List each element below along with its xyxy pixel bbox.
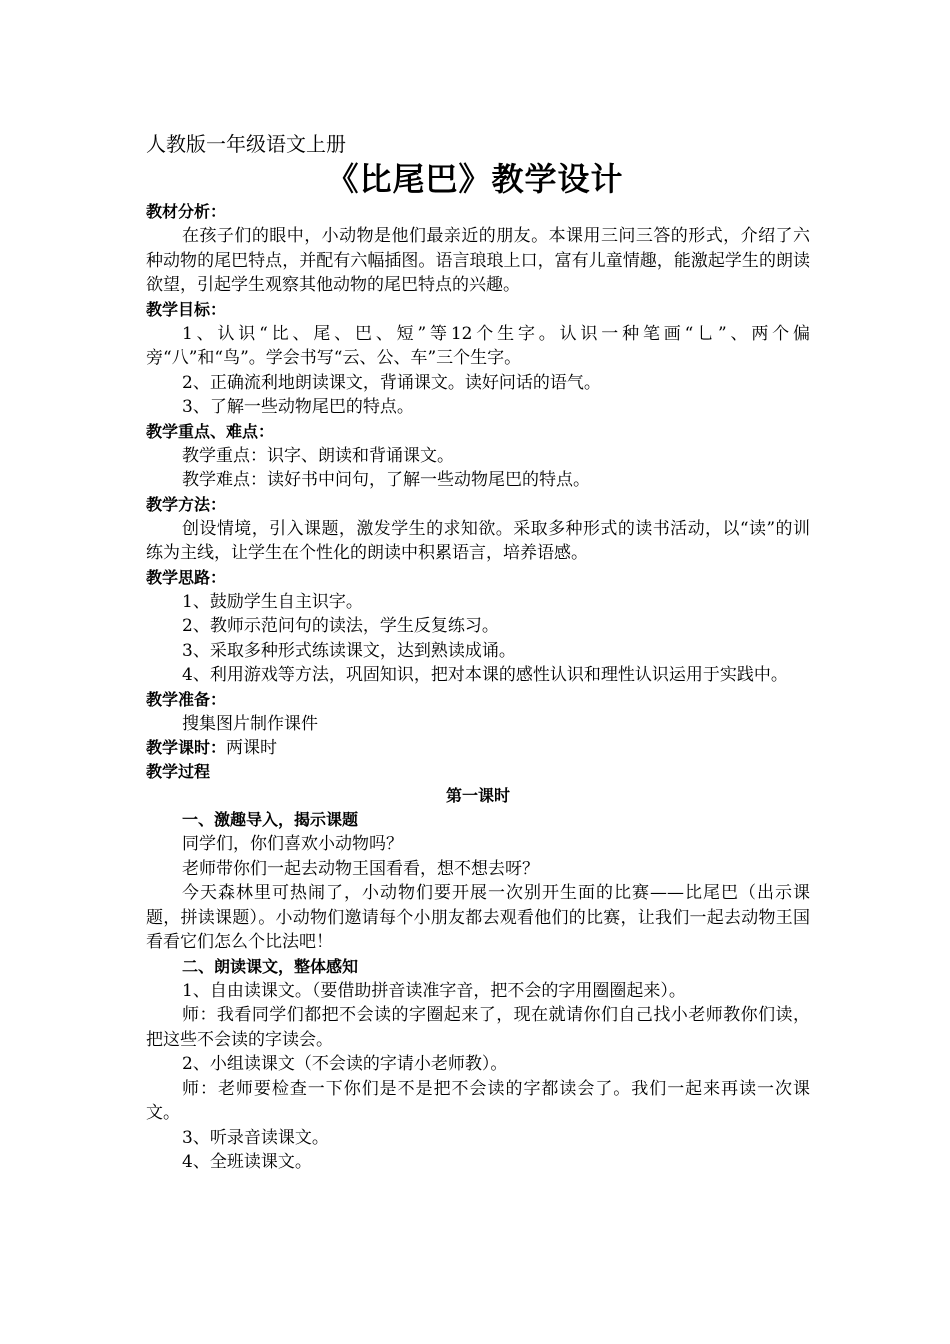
hours-value: 两课时	[226, 738, 278, 758]
process-paragraph: 师：老师要检查一下你们是不是把不会读的字都读会了。我们一起来再读一次课文。	[146, 1078, 810, 1123]
document-subtitle: 人教版一年级语文上册	[146, 132, 346, 156]
process-paragraph: 2、小组读课文（不会读的字请小老师教）。	[182, 1054, 508, 1074]
document-body	[146, 200, 810, 1175]
section-heading-goals: 教学目标：	[146, 299, 227, 319]
section-heading-prep: 教学准备：	[146, 689, 227, 709]
document-title: 《比尾巴》教学设计	[326, 160, 624, 198]
analysis-paragraph: 在孩子们的眼中，小动物是他们最亲近的朋友。本课用三问三答的形式，介绍了六种动物的尾巴特点，并配有六幅插图。语言琅琅上口，富有儿童情趣，能激起学生的朗读欲望，引起学生观察其他动物的尾巴特点的兴趣。	[146, 226, 810, 295]
process-paragraph: 1、自由读课文。（要借助拼音读准字音，把不会的字用圈圈起来）。	[182, 980, 686, 1001]
keypoint-difficulty: 教学难点：读好书中问句，了解一些动物尾巴的特点。	[182, 470, 590, 490]
approach-item: 1、鼓励学生自主识字。	[182, 591, 363, 612]
process-paragraph: 4、全班读课文。	[182, 1152, 312, 1172]
section-heading-method: 教学方法：	[146, 494, 227, 514]
section-heading-keypoints: 教学重点、难点：	[146, 421, 275, 441]
process-paragraph: 今天森林里可热闹了，小动物们要开展一次别开生面的比赛——比尾巴（出示课题，拼读课题）。小动物们邀请每个小朋友都去观看他们的比赛，让我们一起去动物王国看看它们怎么个比法吧！	[146, 883, 810, 952]
section-heading-analysis: 教材分析：	[146, 202, 227, 221]
section-heading-hours: 教学课时：	[146, 738, 227, 757]
hours-line	[146, 736, 810, 760]
process-paragraph: 老师带你们一起去动物王国看看，想不想去呀？	[182, 858, 539, 879]
goal-item: 3、了解一些动物尾巴的特点。	[182, 397, 414, 417]
method-paragraph: 创设情境，引入课题，激发学生的求知欲。采取多种形式的读书活动，以“读”的训练为主线，让学生在个性化的朗读中积累语言，培养语感。	[146, 518, 810, 563]
subsection-heading-2: 二、朗读课文，整体感知	[182, 956, 359, 976]
section-heading-process: 教学过程	[146, 762, 211, 781]
process-paragraph: 3、听录音读课文。	[182, 1127, 329, 1148]
goal-item: 1、认识“比、尾、巴、短”等12个生字。认识一种笔画“乚”、两个偏旁“八”和“鸟”。学会书写“云、公、车”三个生字。	[146, 323, 810, 368]
subsection-heading-1: 一、激趣导入，揭示课题	[182, 810, 359, 829]
keypoint-focus: 教学重点：识字、朗读和背诵课文。	[182, 445, 454, 466]
process-paragraph: 同学们，你们喜欢小动物吗？	[182, 834, 403, 854]
process-paragraph: 师：我看同学们都把不会读的字圈起来了，现在就请你们自己找小老师教你们读，把这些不会读的字读会。	[146, 1005, 810, 1050]
section-heading-approach: 教学思路：	[146, 567, 227, 587]
goal-item: 2、正确流利地朗读课文，背诵课文。读好问话的语气。	[182, 372, 601, 393]
approach-item: 3、采取多种形式练读课文，达到熟读成诵。	[182, 640, 516, 661]
approach-item: 2、教师示范问句的读法，学生反复练习。	[182, 616, 499, 636]
prep-paragraph: 搜集图片制作课件	[182, 713, 318, 734]
approach-item: 4、利用游戏等方法，巩固知识，把对本课的感性认识和理性认识运用于实践中。	[182, 665, 788, 685]
lesson-heading: 第一课时	[445, 786, 510, 805]
